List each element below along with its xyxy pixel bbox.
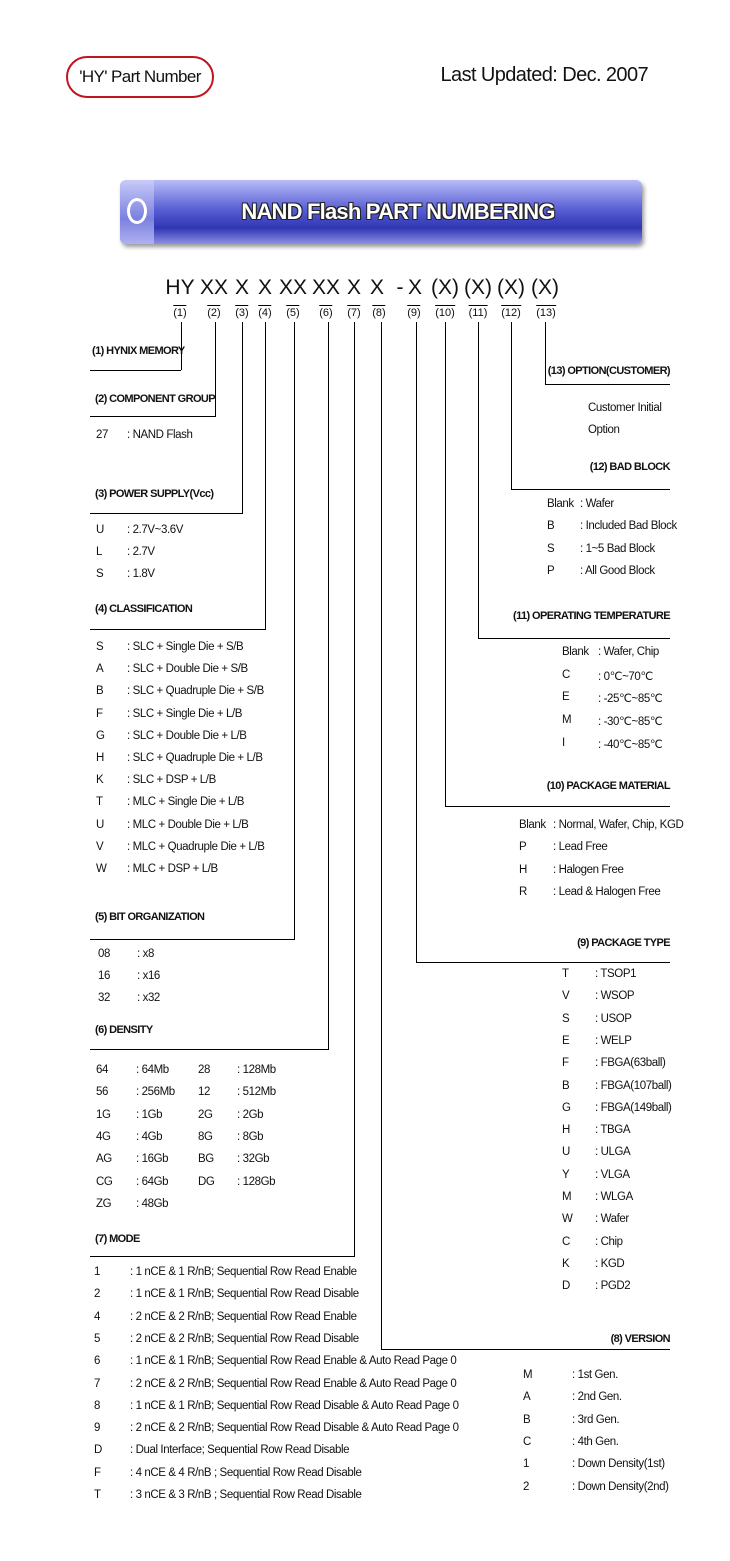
circle-icon bbox=[127, 198, 147, 224]
connector-line bbox=[328, 322, 329, 1049]
mode-item-code: 8 bbox=[94, 1399, 100, 1412]
classification-item-code: V bbox=[96, 840, 104, 853]
classification-item-desc: : MLC + Single Die + L/B bbox=[127, 796, 244, 809]
density-item-code: DG bbox=[198, 1175, 215, 1188]
density-item-code: 64 bbox=[96, 1064, 108, 1076]
classification-item-desc: : MLC + Double Die + L/B bbox=[127, 818, 249, 831]
mode-item-code: F bbox=[94, 1466, 101, 1479]
version-item-code: 2 bbox=[523, 1480, 529, 1493]
density-item-desc: : 48Gb bbox=[136, 1197, 169, 1210]
bit-organization-item-desc: : x16 bbox=[137, 970, 160, 982]
version-item-code: M bbox=[523, 1369, 533, 1381]
power-supply-item-code: U bbox=[96, 524, 104, 536]
package-material-item-desc: : Normal, Wafer, Chip, KGD bbox=[553, 819, 684, 831]
mode-item-code: 2 bbox=[94, 1288, 100, 1301]
mode-item-code: 5 bbox=[94, 1332, 100, 1345]
density-item-desc: : 8Gb bbox=[237, 1130, 264, 1143]
bad-block-item-desc: : Wafer bbox=[580, 498, 614, 510]
mode-item-desc: : 2 nCE & 2 R/nB; Sequential Row Read Disable bbox=[130, 1332, 359, 1345]
package-type-item-code: V bbox=[562, 990, 570, 1003]
temperature-item-desc: : Wafer, Chip bbox=[598, 646, 659, 658]
package-type-item-code: B bbox=[562, 1079, 570, 1092]
connector-line bbox=[381, 1349, 670, 1350]
section-title-package-material: (10) PACKAGE MATERIAL bbox=[546, 780, 670, 792]
power-supply-item-desc: : 1.8V bbox=[127, 568, 155, 580]
package-type-item-code: D bbox=[562, 1280, 570, 1293]
mode-item-code: 1 bbox=[94, 1266, 100, 1278]
section-title-component-group: (2) COMPONENT GROUP bbox=[95, 393, 215, 405]
package-type-item-desc: : USOP bbox=[595, 1012, 632, 1025]
package-type-item-desc: : KGD bbox=[595, 1257, 625, 1270]
part-code-8: X bbox=[369, 276, 385, 299]
package-type-item-desc: : ULGA bbox=[595, 1146, 631, 1159]
classification-item-desc: : SLC + Double Die + L/B bbox=[127, 729, 247, 742]
mode-item-desc: : 1 nCE & 1 R/nB; Sequential Row Read Enable & Auto Read Page 0 bbox=[130, 1355, 457, 1368]
density-item-code: CG bbox=[96, 1175, 113, 1188]
density-item-code: 8G bbox=[198, 1130, 213, 1143]
density-item-code: 12 bbox=[198, 1086, 210, 1099]
part-code-12: (X) bbox=[464, 276, 492, 299]
temperature-item-desc: : -40℃~85℃ bbox=[598, 738, 663, 751]
classification-item-desc: : MLC + Quadruple Die + L/B bbox=[127, 840, 265, 853]
package-type-item-desc: : VLGA bbox=[595, 1168, 630, 1181]
connector-line bbox=[545, 384, 670, 385]
connector-line bbox=[90, 939, 295, 940]
connector-line bbox=[90, 1256, 355, 1257]
bit-organization-item-code: 32 bbox=[98, 992, 110, 1004]
connector-line bbox=[511, 322, 512, 489]
version-item-code: C bbox=[523, 1435, 531, 1448]
bad-block-item-desc: : Included Bad Block bbox=[580, 520, 677, 533]
package-type-item-code: Y bbox=[562, 1168, 570, 1181]
version-item-desc: : Down Density(2nd) bbox=[572, 1480, 669, 1493]
classification-item-code: F bbox=[96, 707, 103, 720]
density-item-desc: : 64Mb bbox=[136, 1064, 169, 1076]
section-title-density: (6) DENSITY bbox=[95, 1024, 153, 1036]
connector-line bbox=[90, 513, 243, 514]
mode-item-desc: : 2 nCE & 2 R/nB; Sequential Row Read Disable & Auto Read Page 0 bbox=[130, 1422, 459, 1435]
package-type-item-code: E bbox=[562, 1034, 570, 1047]
part-code-4: X bbox=[257, 276, 273, 299]
density-item-desc: : 4Gb bbox=[136, 1130, 163, 1143]
package-type-item-code: K bbox=[562, 1257, 570, 1270]
option-line: Customer Initial bbox=[588, 402, 662, 414]
classification-item-code: H bbox=[96, 752, 104, 764]
package-material-item-desc: : Halogen Free bbox=[553, 863, 624, 876]
mode-item-desc: : 4 nCE & 4 R/nB ; Sequential Row Read Disable bbox=[130, 1466, 362, 1479]
power-supply-item-code: L bbox=[96, 546, 102, 558]
bad-block-item-code: P bbox=[547, 564, 555, 577]
mode-item-code: 6 bbox=[94, 1355, 100, 1368]
connector-line bbox=[545, 322, 546, 384]
part-index-3: (3) bbox=[235, 307, 249, 319]
connector-line bbox=[445, 322, 446, 806]
package-material-item-desc: : Lead Free bbox=[553, 841, 608, 854]
mode-item-code: 4 bbox=[94, 1310, 100, 1323]
power-supply-item-code: S bbox=[96, 568, 104, 580]
version-item-desc: : 2nd Gen. bbox=[572, 1391, 622, 1404]
part-code-2: XX bbox=[199, 276, 229, 299]
part-index-13: (13) bbox=[536, 307, 556, 319]
section-title-option-customer: (13) OPTION(CUSTOMER) bbox=[547, 365, 670, 377]
connector-line bbox=[416, 322, 417, 962]
section-title-bad-block: (12) BAD BLOCK bbox=[589, 461, 670, 473]
section-title-bit-organization: (5) BIT ORGANIZATION bbox=[95, 911, 205, 923]
version-item-desc: : 4th Gen. bbox=[572, 1435, 619, 1448]
connector-line bbox=[242, 322, 243, 513]
part-index-2: (2) bbox=[207, 307, 221, 319]
part-index-9: (9) bbox=[407, 307, 421, 319]
part-code-7: X bbox=[346, 276, 362, 299]
package-type-item-code: S bbox=[562, 1012, 570, 1025]
package-type-item-code: G bbox=[562, 1101, 571, 1114]
classification-item-code: G bbox=[96, 729, 105, 742]
package-type-item-desc: : Chip bbox=[595, 1235, 623, 1248]
power-supply-item-desc: : 2.7V bbox=[127, 546, 155, 558]
classification-item-desc: : SLC + Single Die + L/B bbox=[127, 707, 243, 720]
part-index-8: (8) bbox=[372, 307, 386, 319]
package-type-item-desc: : WELP bbox=[595, 1034, 632, 1047]
version-item-desc: : 1st Gen. bbox=[572, 1369, 618, 1381]
mode-item-desc: : 1 nCE & 1 R/nB; Sequential Row Read Enable bbox=[130, 1266, 357, 1278]
last-updated: Last Updated: Dec. 2007 bbox=[440, 64, 648, 86]
section-title-classification: (4) CLASSIFICATION bbox=[95, 603, 193, 615]
classification-item-code: A bbox=[96, 663, 104, 676]
bit-organization-item-code: 08 bbox=[98, 948, 110, 960]
classification-item-desc: : SLC + Quadruple Die + S/B bbox=[127, 685, 264, 698]
package-material-item-code: P bbox=[519, 841, 527, 854]
connector-line bbox=[478, 322, 479, 638]
version-item-desc: : 3rd Gen. bbox=[572, 1413, 620, 1426]
package-type-item-code: U bbox=[562, 1146, 570, 1159]
density-item-desc: : 128Gb bbox=[237, 1175, 276, 1188]
density-item-desc: : 64Gb bbox=[136, 1175, 169, 1188]
package-type-item-code: W bbox=[562, 1213, 573, 1226]
part-code-10: X bbox=[407, 276, 423, 299]
package-type-item-desc: : WLGA bbox=[595, 1191, 633, 1203]
bit-organization-item-desc: : x32 bbox=[137, 992, 160, 1004]
temperature-item-code: M bbox=[562, 714, 572, 727]
part-code-9: - bbox=[396, 276, 404, 299]
section-title-operating-temperature: (11) OPERATING TEMPERATURE bbox=[513, 610, 670, 622]
bit-organization-item-desc: : x8 bbox=[137, 948, 154, 960]
package-type-item-desc: : PGD2 bbox=[595, 1280, 631, 1293]
density-item-desc: : 16Gb bbox=[136, 1153, 169, 1166]
connector-line bbox=[90, 370, 181, 371]
part-code-11: (X) bbox=[431, 276, 459, 299]
density-item-desc: : 32Gb bbox=[237, 1153, 270, 1166]
version-item-code: B bbox=[523, 1413, 531, 1426]
temperature-item-code: C bbox=[562, 668, 570, 681]
package-type-item-desc: : TSOP1 bbox=[595, 968, 637, 980]
connector-line bbox=[215, 322, 216, 416]
density-item-code: 28 bbox=[198, 1064, 210, 1076]
section-title-package-type: (9) PACKAGE TYPE bbox=[577, 937, 670, 949]
temperature-item-desc: : -30℃~85℃ bbox=[598, 716, 663, 729]
classification-item-code: K bbox=[96, 774, 104, 787]
connector-line bbox=[90, 1049, 329, 1050]
classification-item-desc: : SLC + Quadruple Die + L/B bbox=[127, 752, 263, 764]
package-material-item-code: H bbox=[519, 863, 527, 876]
density-item-desc: : 1Gb bbox=[136, 1108, 163, 1121]
package-type-item-desc: : FBGA(149ball) bbox=[595, 1101, 672, 1114]
part-index-11: (11) bbox=[468, 307, 488, 319]
part-code-6: XX bbox=[311, 276, 341, 299]
mode-item-desc: : Dual Interface; Sequential Row Read Disable bbox=[130, 1444, 350, 1457]
part-code-1: HY bbox=[165, 276, 195, 299]
package-material-item-code: R bbox=[519, 885, 527, 898]
package-type-item-desc: : Wafer bbox=[595, 1213, 629, 1226]
connector-line bbox=[265, 322, 266, 629]
version-item-code: A bbox=[523, 1391, 531, 1404]
connector-line bbox=[445, 806, 670, 807]
density-item-desc: : 256Mb bbox=[136, 1086, 175, 1099]
section-title-hynix-memory: (1) HYNIX MEMORY bbox=[92, 345, 185, 357]
connector-line bbox=[416, 962, 670, 963]
part-code-3: X bbox=[234, 276, 250, 299]
connector-line bbox=[294, 322, 295, 939]
density-item-code: ZG bbox=[96, 1197, 112, 1210]
density-item-code: 56 bbox=[96, 1086, 108, 1099]
package-material-item-desc: : Lead & Halogen Free bbox=[553, 885, 661, 898]
connector-line bbox=[90, 629, 266, 630]
mode-item-code: D bbox=[94, 1444, 102, 1457]
part-number-badge: 'HY' Part Number bbox=[66, 56, 214, 98]
density-item-code: 2G bbox=[198, 1108, 213, 1121]
package-material-item-code: Blank bbox=[519, 819, 546, 831]
temperature-item-code: Blank bbox=[562, 646, 589, 658]
part-code-5: XX bbox=[278, 276, 308, 299]
classification-item-desc: : SLC + Double Die + S/B bbox=[127, 663, 248, 676]
density-item-desc: : 2Gb bbox=[237, 1108, 264, 1121]
connector-line bbox=[354, 322, 355, 1256]
classification-item-desc: : SLC + DSP + L/B bbox=[127, 774, 216, 787]
bad-block-item-code: S bbox=[547, 542, 555, 555]
connector-line bbox=[478, 638, 670, 639]
classification-item-code: W bbox=[96, 863, 107, 875]
part-code-14: (X) bbox=[531, 276, 559, 299]
mode-item-code: 7 bbox=[94, 1377, 100, 1390]
mode-item-code: 9 bbox=[94, 1422, 100, 1435]
package-type-item-code: M bbox=[562, 1191, 572, 1203]
package-type-item-code: T bbox=[562, 968, 569, 980]
section-title-power-supply: (3) POWER SUPPLY(Vcc) bbox=[95, 488, 214, 500]
classification-item-code: U bbox=[96, 818, 104, 831]
package-type-item-code: H bbox=[562, 1124, 570, 1137]
option-line: Option bbox=[588, 424, 620, 436]
density-item-code: BG bbox=[198, 1153, 214, 1166]
power-supply-item-desc: : 2.7V~3.6V bbox=[127, 524, 184, 536]
bad-block-item-code: Blank bbox=[547, 498, 574, 510]
version-item-desc: : Down Density(1st) bbox=[572, 1458, 665, 1471]
classification-item-code: S bbox=[96, 641, 104, 653]
classification-item-code: B bbox=[96, 685, 104, 698]
part-index-12: (12) bbox=[501, 307, 521, 319]
package-type-item-desc: : WSOP bbox=[595, 990, 635, 1003]
package-type-item-desc: : FBGA(107ball) bbox=[595, 1079, 672, 1092]
bad-block-item-code: B bbox=[547, 520, 555, 533]
section-title-mode: (7) MODE bbox=[95, 1233, 140, 1245]
density-item-desc: : 512Mb bbox=[237, 1086, 276, 1099]
mode-item-desc: : 1 nCE & 1 R/nB; Sequential Row Read Disable & Auto Read Page 0 bbox=[130, 1399, 459, 1412]
part-index-4: (4) bbox=[258, 307, 272, 319]
part-index-7: (7) bbox=[347, 307, 361, 319]
bad-block-item-desc: : All Good Block bbox=[580, 564, 655, 577]
classification-item-code: T bbox=[96, 796, 103, 809]
package-type-item-desc: : TBGA bbox=[595, 1124, 631, 1137]
connector-line bbox=[511, 489, 670, 490]
mode-item-desc: : 2 nCE & 2 R/nB; Sequential Row Read Enable bbox=[130, 1310, 357, 1323]
classification-item-desc: : MLC + DSP + L/B bbox=[127, 863, 218, 875]
package-type-item-code: C bbox=[562, 1235, 570, 1248]
mode-item-desc: : 2 nCE & 2 R/nB; Sequential Row Read Enable & Auto Read Page 0 bbox=[130, 1377, 457, 1390]
connector-line bbox=[90, 416, 216, 417]
mode-item-desc: : 3 nCE & 3 R/nB ; Sequential Row Read Disable bbox=[130, 1489, 362, 1501]
density-item-code: 1G bbox=[96, 1108, 111, 1121]
component-group-item-code: 27 bbox=[96, 429, 108, 441]
temperature-item-code: E bbox=[562, 691, 570, 704]
page-title: NAND Flash PART NUMBERING bbox=[241, 199, 555, 224]
classification-item-desc: : SLC + Single Die + S/B bbox=[127, 641, 244, 653]
package-type-item-desc: : FBGA(63ball) bbox=[595, 1057, 666, 1070]
part-index-6: (6) bbox=[319, 307, 333, 319]
part-index-1: (1) bbox=[173, 307, 187, 319]
temperature-item-desc: : -25℃~85℃ bbox=[598, 693, 663, 706]
mode-item-desc: : 1 nCE & 1 R/nB; Sequential Row Read Disable bbox=[130, 1288, 359, 1301]
bad-block-item-desc: : 1~5 Bad Block bbox=[580, 542, 655, 555]
version-item-code: 1 bbox=[523, 1458, 529, 1471]
density-item-code: AG bbox=[96, 1153, 112, 1166]
bit-organization-item-code: 16 bbox=[98, 970, 110, 982]
temperature-item-desc: : 0℃~70℃ bbox=[598, 670, 653, 683]
temperature-item-code: I bbox=[562, 736, 565, 749]
part-index-5: (5) bbox=[286, 307, 300, 319]
density-item-code: 4G bbox=[96, 1130, 111, 1143]
section-title-version: (8) VERSION bbox=[610, 1333, 670, 1345]
component-group-item-desc: : NAND Flash bbox=[127, 429, 193, 441]
package-type-item-code: F bbox=[562, 1057, 569, 1070]
part-code-13: (X) bbox=[497, 276, 525, 299]
density-item-desc: : 128Mb bbox=[237, 1064, 276, 1076]
mode-item-code: T bbox=[94, 1489, 101, 1501]
part-index-10: (10) bbox=[435, 307, 455, 319]
connector-line bbox=[381, 322, 382, 1349]
